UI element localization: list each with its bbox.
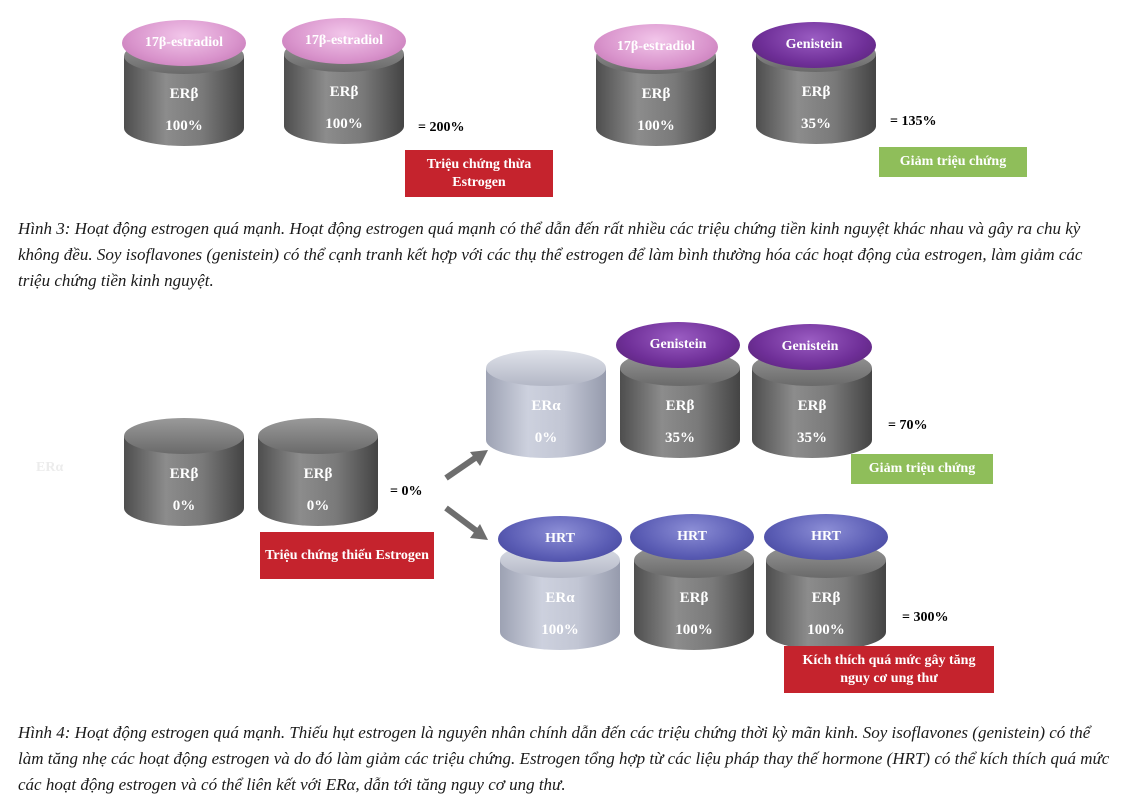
receptor-label: ERβ	[303, 466, 333, 482]
result-total: = 135%	[890, 114, 937, 129]
result-total: = 70%	[888, 418, 928, 433]
faded-er-alpha-label: ERα	[36, 460, 64, 475]
cylinder-er-alpha	[484, 348, 608, 460]
receptor-label: ERβ	[641, 86, 671, 102]
receptor-label: ERα	[545, 590, 575, 606]
receptor-label: ERβ	[665, 398, 695, 414]
cylinder-er-beta	[122, 416, 246, 528]
estradiol-cap: 17β-estradiol	[122, 20, 246, 66]
hrt-cap: HRT	[498, 516, 622, 562]
percent-label: 0%	[534, 430, 558, 446]
percent-label: 100%	[325, 116, 363, 132]
estradiol-cap: 17β-estradiol	[282, 18, 406, 64]
percent-label: 35%	[797, 430, 827, 446]
percent-label: 0%	[172, 498, 196, 514]
excess-estrogen-label: Triệu chứng thừa Estrogen	[405, 150, 553, 197]
overstimulation-label: Kích thích quá mức gây tăng nguy cơ ung thư	[784, 646, 994, 693]
receptor-label: ERβ	[169, 86, 199, 102]
receptor-label: ERβ	[797, 398, 827, 414]
percent-label: 100%	[675, 622, 713, 638]
genistein-cap: Genistein	[616, 322, 740, 368]
percent-label: 100%	[165, 118, 203, 134]
cylinder-er-beta	[256, 416, 380, 528]
percent-label: 0%	[306, 498, 330, 514]
receptor-label: ERβ	[679, 590, 709, 606]
percent-label: 35%	[665, 430, 695, 446]
percent-label: 35%	[801, 116, 831, 132]
result-total: = 0%	[390, 484, 423, 499]
arrow-down-right-icon	[444, 504, 490, 544]
receptor-label: ERβ	[811, 590, 841, 606]
receptor-label: ERβ	[169, 466, 199, 482]
figure-4-caption: Hình 4: Hoạt động estrogen quá mạnh. Thiếu hụt estrogen là nguyên nhân chính dẫn đến các triệu chứng thời kỳ mãn kinh. Soy isoflavones (genistein) có thể làm tăng nhẹ các hoạt động estrogen và do đó làm giảm các triệu chứng. Estrogen tổng hợp từ các liệu pháp thay thế hormone (HRT) có thể kích thích quá mức các hoạt động estrogen và có thể liên kết với ERα, dẫn tới tăng nguy cơ ung thư.	[18, 723, 1110, 794]
reduced-symptoms-label: Giảm triệu chứng	[851, 454, 993, 484]
receptor-label: ERα	[531, 398, 561, 414]
hrt-cap: HRT	[630, 514, 754, 560]
reduced-symptoms-label: Giảm triệu chứng	[879, 147, 1027, 177]
result-total: = 200%	[418, 120, 465, 135]
percent-label: 100%	[637, 118, 675, 134]
result-total: = 300%	[902, 610, 949, 625]
genistein-cap: Genistein	[748, 324, 872, 370]
percent-label: 100%	[807, 622, 845, 638]
figure-3-caption: Hình 3: Hoạt động estrogen quá mạnh. Hoạt động estrogen quá mạnh có thể dẫn đến rất nhiều các triệu chứng tiền kinh nguyệt khác nhau và gây ra chu kỳ không đều. Soy isoflavones (genistein) có thể cạnh tranh kết hợp với các thụ thể estrogen để làm bình thường hóa các hoạt động của estrogen, làm giảm các triệu chứng tiền kinh nguyệt.	[18, 219, 1083, 290]
estradiol-cap: 17β-estradiol	[594, 24, 718, 70]
estrogen-deficiency-label: Triệu chứng thiếu Estrogen	[260, 532, 434, 579]
percent-label: 100%	[541, 622, 579, 638]
receptor-label: ERβ	[801, 84, 831, 100]
hrt-cap: HRT	[764, 514, 888, 560]
receptor-label: ERβ	[329, 84, 359, 100]
genistein-cap: Genistein	[752, 22, 876, 68]
